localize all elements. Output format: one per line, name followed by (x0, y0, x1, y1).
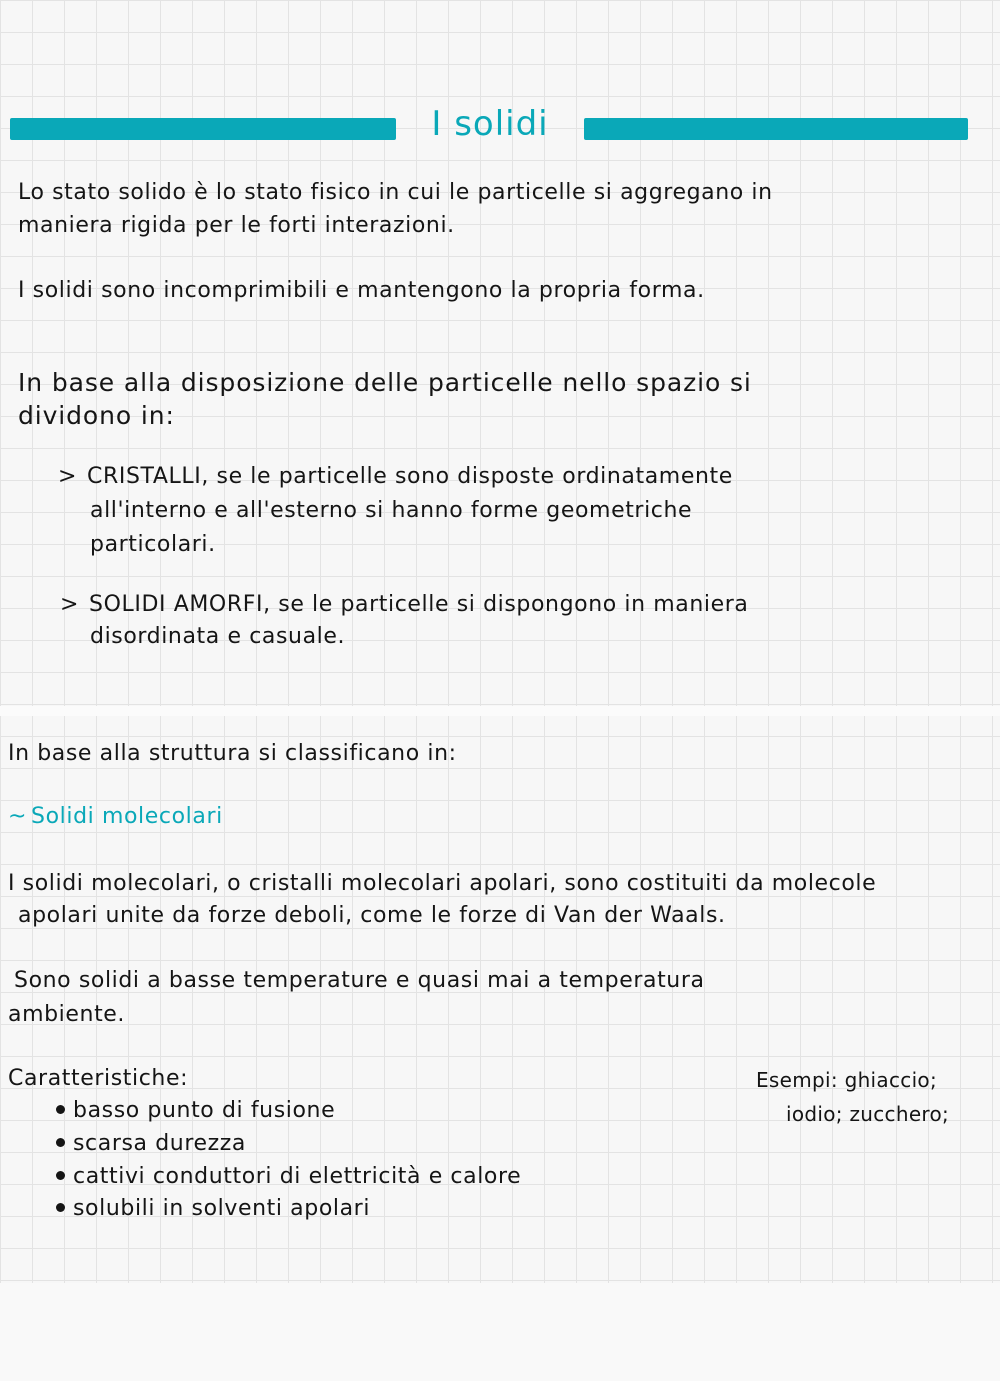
struttura-heading: In base alla struttura si classificano in: (8, 741, 457, 766)
list-item (56, 1100, 335, 1122)
title-bar-left (10, 118, 396, 140)
list-item-text: basso punto di fusione (73, 1098, 336, 1123)
list-item-text: cattivi conduttori di elettricità e calore (73, 1164, 522, 1189)
intro-line-1: Lo stato solido è lo stato fisico in cui le particelle si aggregano in (18, 180, 773, 205)
bullet-icon (56, 1105, 65, 1114)
chevron-right-icon: > (58, 464, 78, 489)
amorfi-line-2: disordinata e casuale. (90, 624, 346, 649)
para1-line-2: apolari unite da forze deboli, come le forze di Van der Waals. (18, 903, 726, 928)
bottom-margin (0, 1283, 1000, 1381)
cristalli-item (58, 466, 733, 488)
bullet-icon (56, 1203, 65, 1212)
intro-line-3: I solidi sono incomprimibili e mantengono la propria forma. (18, 278, 705, 303)
list-item-text: scarsa durezza (73, 1131, 247, 1156)
cristalli-line-2: all'interno e all'esterno si hanno forme geometriche (90, 498, 693, 523)
cristalli-line-1: CRISTALLI, se le particelle sono disposte ordinatamente (87, 464, 733, 489)
list-item (56, 1133, 246, 1155)
caratteristiche-label: Caratteristiche: (8, 1066, 189, 1091)
disposizione-line-1: In base alla disposizione delle particelle nello spazio si (18, 368, 752, 397)
bullet-icon (56, 1171, 65, 1180)
tilde-icon: ~ (8, 804, 28, 829)
disposizione-line-2: dividono in: (18, 401, 175, 430)
amorfi-item (60, 594, 748, 616)
list-item (56, 1166, 521, 1188)
cristalli-line-3: particolari. (90, 532, 216, 557)
para2-line-2: ambiente. (8, 1002, 126, 1027)
list-item (56, 1198, 370, 1220)
page-title: I solidi (431, 104, 549, 144)
subheading-text: Solidi molecolari (31, 804, 223, 829)
intro-line-2: maniera rigida per le forti interazioni. (18, 213, 455, 238)
para2-line-1: Sono solidi a basse temperature e quasi mai a temperatura (14, 968, 705, 993)
esempi-line-1: Esempi: ghiaccio; (756, 1068, 937, 1092)
page-separator (0, 706, 1000, 716)
title-bar-right (584, 118, 968, 140)
esempi-line-2: iodio; zucchero; (786, 1102, 950, 1126)
bullet-icon (56, 1138, 65, 1147)
chevron-right-icon: > (60, 592, 80, 617)
para1-line-1: I solidi molecolari, o cristalli molecolari apolari, sono costituiti da molecole (8, 871, 877, 896)
subheading-solidi-molecolari (8, 806, 223, 828)
amorfi-line-1: SOLIDI AMORFI, se le particelle si dispongono in maniera (89, 592, 749, 617)
list-item-text: solubili in solventi apolari (73, 1196, 371, 1221)
